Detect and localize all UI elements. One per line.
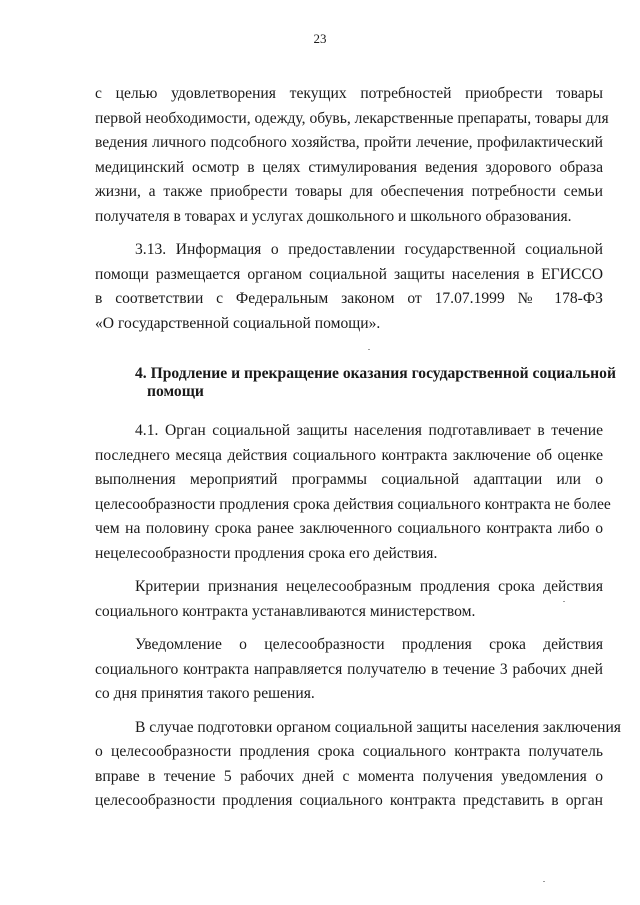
text-line: нецелесообразности продления срока его действия.	[95, 544, 438, 562]
text-line: социального контракта устанавливаются министерством.	[95, 602, 476, 620]
heading-line: 4. Продление и прекращение оказания государственной социальной	[135, 365, 616, 382]
text-line: получателя в товарах и услугах дошкольного и школьного образования.	[95, 207, 572, 225]
text-line: с целью удовлетворения текущих потребностей приобрести товары	[95, 85, 603, 102]
text-line: ведения личного подсобного хозяйства, пройти лечение, профилактический	[95, 134, 603, 151]
paragraph-criteria	[95, 575, 603, 624]
text-line: первой необходимости, одежду, обувь, лекарственные препараты, товары для	[95, 109, 609, 127]
text-line: в соответствии с Федеральным законом от 17.07.1999 № 178-ФЗ	[95, 290, 603, 307]
text-line: о целесообразности продления срока социального контракта получатель	[95, 743, 603, 760]
text-line: 4.1. Орган социальной защиты населения подготавливает в течение	[135, 422, 603, 439]
paragraph-continuation	[95, 82, 609, 229]
scan-speck	[368, 349, 370, 350]
paragraph-3-13	[95, 238, 603, 336]
text-line: выполнения мероприятий программы социальной адаптации или о	[95, 471, 603, 488]
heading-line: помощи	[147, 383, 204, 400]
text-line: вправе в течение 5 рабочих дней с момента получения уведомления о	[95, 767, 603, 785]
text-line: жизни, а также приобрести товары для обеспечения потребности семьи	[95, 183, 603, 200]
text-line: 3.13. Информация о предоставлении государственной социальной	[135, 241, 603, 258]
paragraph-in-case	[95, 716, 621, 814]
text-line: Критерии признания нецелесообразным продления срока действия	[135, 578, 603, 595]
text-line: медицинский осмотр в целях стимулирования ведения здорового образа	[95, 158, 603, 176]
text-line: целесообразности продления срока действия социального контракта не более	[95, 495, 611, 513]
paragraph-4-1	[95, 419, 611, 566]
scan-speck	[563, 601, 565, 602]
section-heading	[95, 365, 616, 401]
text-line: социального контракта направляется получателю в течение 3 рабочих дней	[95, 660, 603, 678]
text-line: со дня принятия такого решения.	[95, 685, 315, 702]
text-line: помощи размещается органом социальной защиты населения в ЕГИССО	[95, 265, 603, 283]
text-line: чем на половину срока ранее заключенного социального контракта либо о	[95, 520, 603, 537]
text-line: Уведомление о целесообразности продления срока действия	[135, 636, 603, 653]
text-line: целесообразности продления социального контракта представить в орган	[95, 792, 603, 809]
paragraph-notification	[95, 633, 603, 707]
text-line: «О государственной социальной помощи».	[95, 314, 381, 332]
page-number: 23	[313, 31, 327, 46]
text-line: В случае подготовки органом социальной защиты населения заключения	[135, 718, 621, 736]
text-line: последнего месяца действия социального контракта заключение об оценке	[95, 446, 603, 464]
document-body	[95, 82, 621, 814]
scan-speck	[543, 881, 545, 882]
